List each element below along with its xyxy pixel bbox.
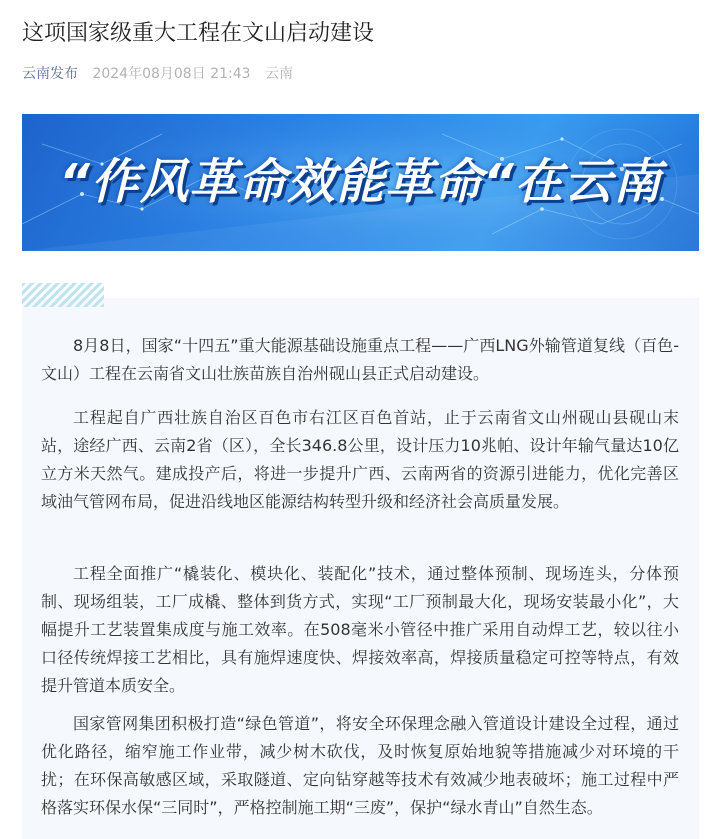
article-meta (22, 63, 293, 85)
article-title: 这项国家级重大工程在文山启动建设 (22, 21, 375, 46)
account-name-link[interactable]: 云南发布 (22, 66, 78, 82)
body-paragraph: 工程全面推广“橇装化、模块化、装配化”技术，通过整体预制、现场连头，分体预制、现场组装，工厂成橇、整体到货方式，实现“工厂预制最大化，现场安装最小化”，大幅提升工艺装置集成度与施工效率。在508毫米小管径中推广采用自动焊工艺，较以往小口径传统焊接工艺相比，具有施焊速度快、焊接效率高，焊接质量稳定可控等特点，有效提升管道本质安全。 (41, 564, 679, 695)
publish-region: 云南 (264, 66, 293, 82)
body-paragraph: 8月8日，国家“十四五”重大能源基础设施重点工程——广西LNG外输管道复线（百色-文山）工程在云南省文山壮族苗族自治州砚山县正式启动建设。 (41, 336, 679, 383)
body-paragraph: 工程起自广西壮族自治区百色市右江区百色首站，止于云南省文山州砚山县砚山末站，途经广西、云南2省（区），全长346.8公里，设计压力10兆帕、设计年输气量达10亿立方米天然气。建成投产后，将进一步提升广西、云南两省的资源引进能力，优化完善区域油气管网布局，促进沿线地区能源结构转型升级和经济社会高质量发展。 (41, 408, 679, 511)
publish-date: 2024年08月08日 21:43 (92, 66, 251, 82)
body-paragraph: 国家管网集团积极打造“绿色管道”，将安全环保理念融入管道设计建设全过程，通过优化路径，缩窄施工作业带，减少树木砍伐，及时恢复原始地貌等措施减少对环境的干扰；在环保高敏感区域，采取隧道、定向钻穿越等技术有效减少地表破坏；施工过程中严格落实环保水保“三同时”，严格控制施工期“三废”，保护“绿水青山”自然生态。 (41, 714, 679, 817)
banner-image (22, 114, 699, 251)
decorative-stripes (22, 283, 104, 307)
banner-slogan: “作风革命效能革命“在云南 (59, 154, 662, 210)
